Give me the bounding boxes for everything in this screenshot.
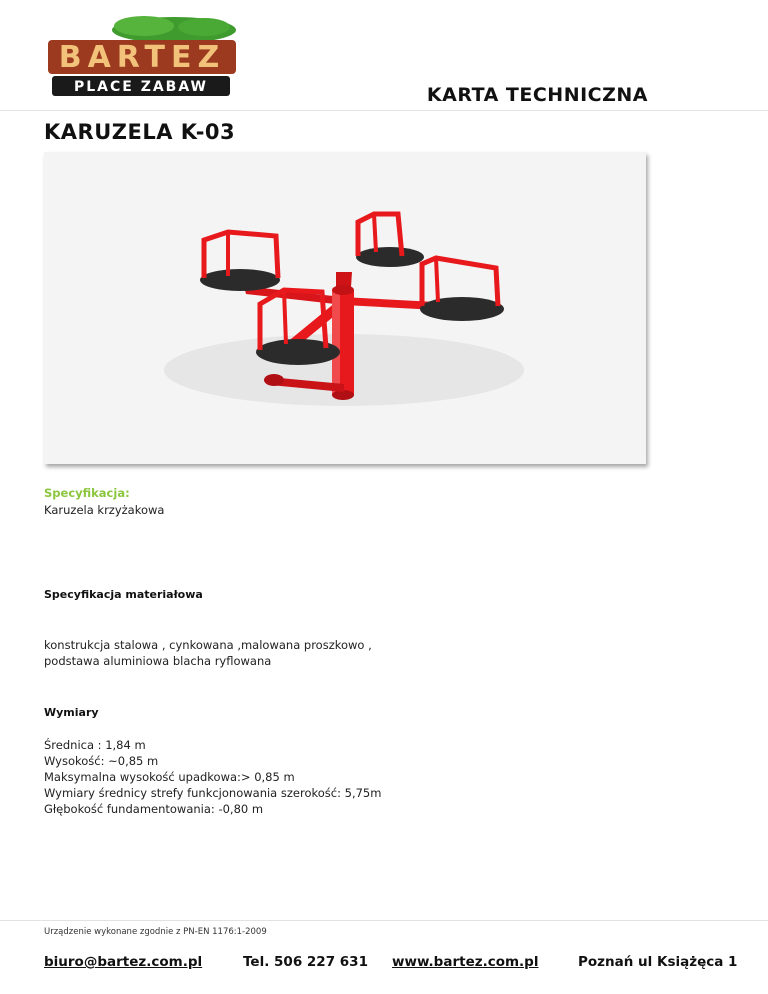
email-link[interactable]: biuro@bartez.com.pl [44, 954, 203, 970]
logo-subtext: PLACE ZABAW [73, 79, 209, 95]
specification-heading: Specyfikacja: [44, 486, 130, 500]
dimension-line: Głębokość fundamentowania: -0,80 m [44, 802, 264, 816]
company-logo [44, 10, 244, 102]
logo-text: BARTEZ [58, 40, 226, 75]
phone-number: Tel. 506 227 631 [243, 954, 368, 970]
address-text: Poznań ul Książęca 1 [578, 954, 738, 970]
dimension-line: Wysokość: ~0,85 m [44, 754, 159, 768]
standard-compliance-note: Urządzenie wykonane zgodnie z PN-EN 1176:1-2009 [44, 927, 267, 937]
dimension-line: Wymiary średnicy strefy funkcjonowania szerokość: 5,75m [44, 786, 382, 800]
logo-graphic [44, 10, 244, 102]
dimension-line: Maksymalna wysokość upadkowa:> 0,85 m [44, 770, 295, 784]
product-image [44, 152, 646, 464]
header-divider [0, 110, 768, 111]
materials-line: konstrukcja stalowa , cynkowana ,malowana proszkowo , [44, 638, 372, 652]
product-title: KARUZELA K-03 [44, 120, 236, 144]
website-link[interactable]: www.bartez.com.pl [392, 954, 539, 970]
dimension-line: Średnica : 1,84 m [44, 738, 146, 752]
specification-text: Karuzela krzyżakowa [44, 503, 165, 517]
materials-heading: Specyfikacja materiałowa [44, 588, 203, 601]
document-type-label: KARTA TECHNICZNA [426, 84, 648, 106]
materials-line: podstawa aluminiowa blacha ryflowana [44, 654, 272, 668]
dimensions-heading: Wymiary [44, 706, 99, 719]
footer-divider [0, 920, 768, 921]
